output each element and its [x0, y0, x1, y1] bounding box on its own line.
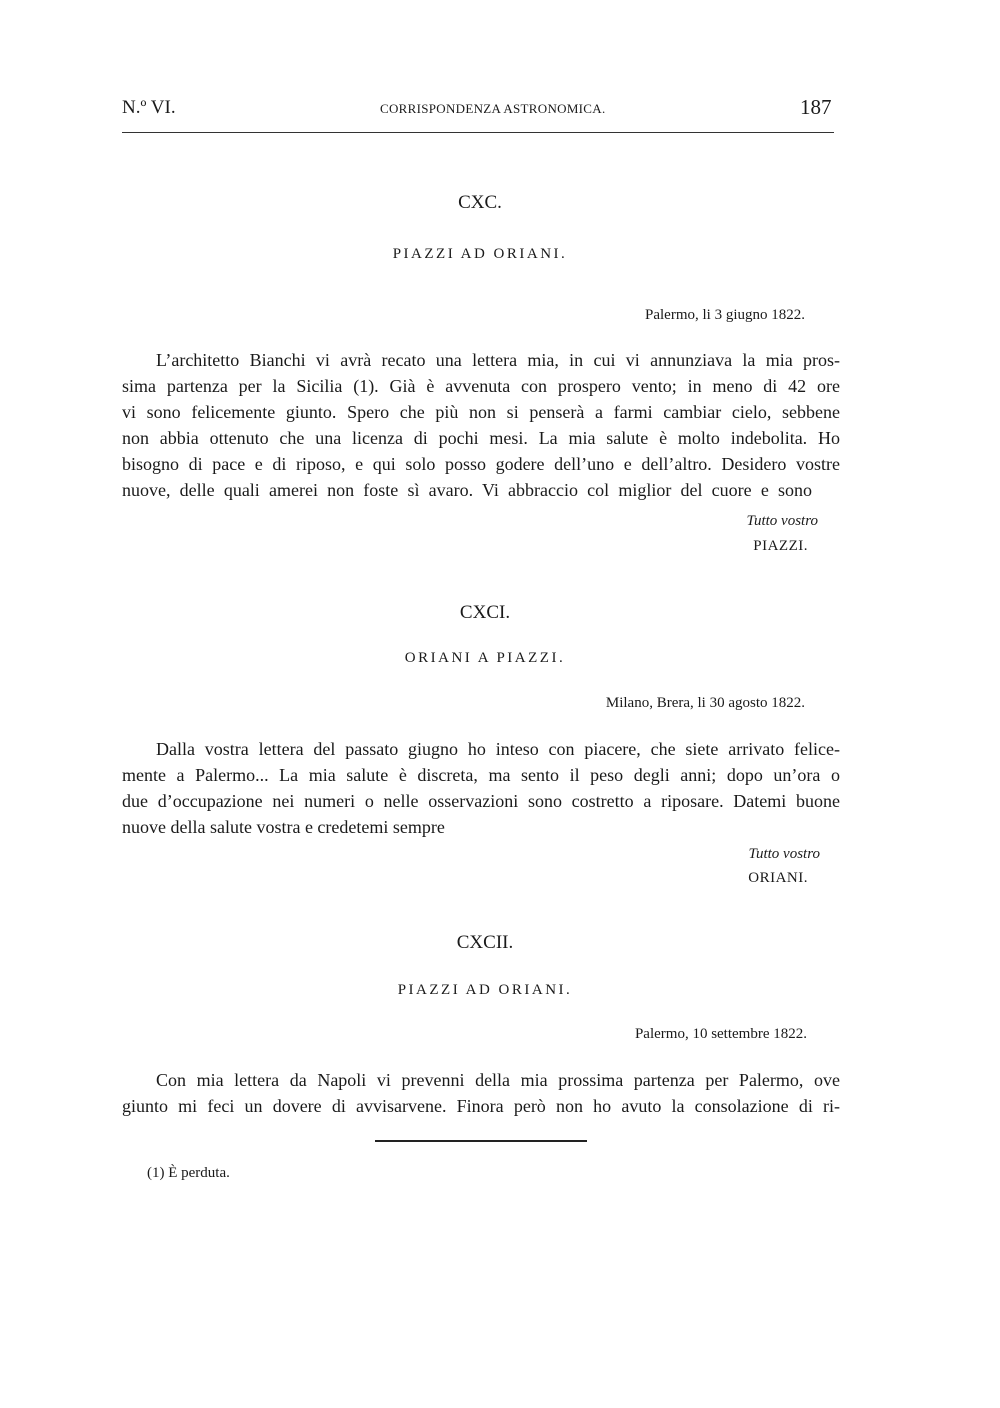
header-rule	[122, 132, 834, 133]
letter-body	[122, 736, 840, 840]
letter-date: Milano, Brera, li 30 agosto 1822.	[605, 695, 805, 711]
body-line: sima partenza per la Sicilia (1). Già è avvenuta con prospero vento; in meno di 42 ore	[122, 376, 840, 396]
body-line: non abbia ottenuto che una licenza di pochi mesi. La mia salute è molto indebolita. Ho	[122, 428, 840, 448]
letter-date: Palermo, li 3 giugno 1822.	[645, 307, 805, 323]
body-line: mente a Palermo... La mia salute è discreta, ma sento il peso degli anni; dopo un’ora o	[122, 765, 840, 785]
body-line: giunto mi feci un dovere di avvisarvene. Finora però non ho avuto la consolazione di ri-	[122, 1096, 840, 1116]
letter-signature: PIAZZI.	[753, 538, 808, 554]
letter-date: Palermo, 10 settembre 1822.	[634, 1026, 807, 1042]
body-line: bisogno di pace e di riposo, e qui solo posso godere dell’uno e dell’altro. Desidero vostre	[122, 454, 840, 474]
letter-heading: ORIANI A PIAZZI.	[404, 650, 566, 666]
body-line: due d’occupazione nei numeri o nelle osservazioni sono costretto a riposare. Datemi buone	[122, 791, 840, 811]
page-number: 187	[800, 95, 832, 119]
letter-closing: Tutto vostro	[746, 513, 818, 529]
letter-body	[122, 347, 840, 503]
letter-number: CXC.	[458, 192, 502, 213]
body-line: nuove della salute vostra e credetemi sempre	[122, 817, 445, 837]
footnote-rule	[375, 1140, 587, 1142]
body-line: Con mia lettera da Napoli vi prevenni della mia prossima partenza per Palermo, ove	[156, 1070, 840, 1090]
letter-number: CXCI.	[459, 602, 511, 623]
running-title: CORRISPONDENZA ASTRONOMICA.	[380, 101, 606, 116]
body-line: L’architetto Bianchi vi avrà recato una lettera mia, in cui vi annunziava la mia pros-	[156, 350, 840, 370]
letter-body	[122, 1067, 840, 1119]
section-number: N.º VI.	[122, 97, 176, 118]
body-line: nuove, delle quali amerei non foste sì avaro. Vi abbraccio col miglior del cuore e sono	[122, 480, 812, 500]
letter-number: CXCII.	[456, 932, 514, 953]
letter-heading: PIAZZI AD ORIANI.	[397, 982, 573, 998]
body-line: vi sono felicemente giunto. Spero che più non si penserà a farmi cambiar cielo, sebbene	[122, 402, 840, 422]
body-line: Dalla vostra lettera del passato giugno ho inteso con piacere, che siete arrivato felice-	[156, 739, 840, 759]
footnote: (1) È perduta.	[147, 1165, 230, 1181]
letter-closing: Tutto vostro	[748, 846, 820, 862]
letter-heading: PIAZZI AD ORIANI.	[392, 246, 568, 262]
letter-signature: ORIANI.	[748, 870, 808, 886]
